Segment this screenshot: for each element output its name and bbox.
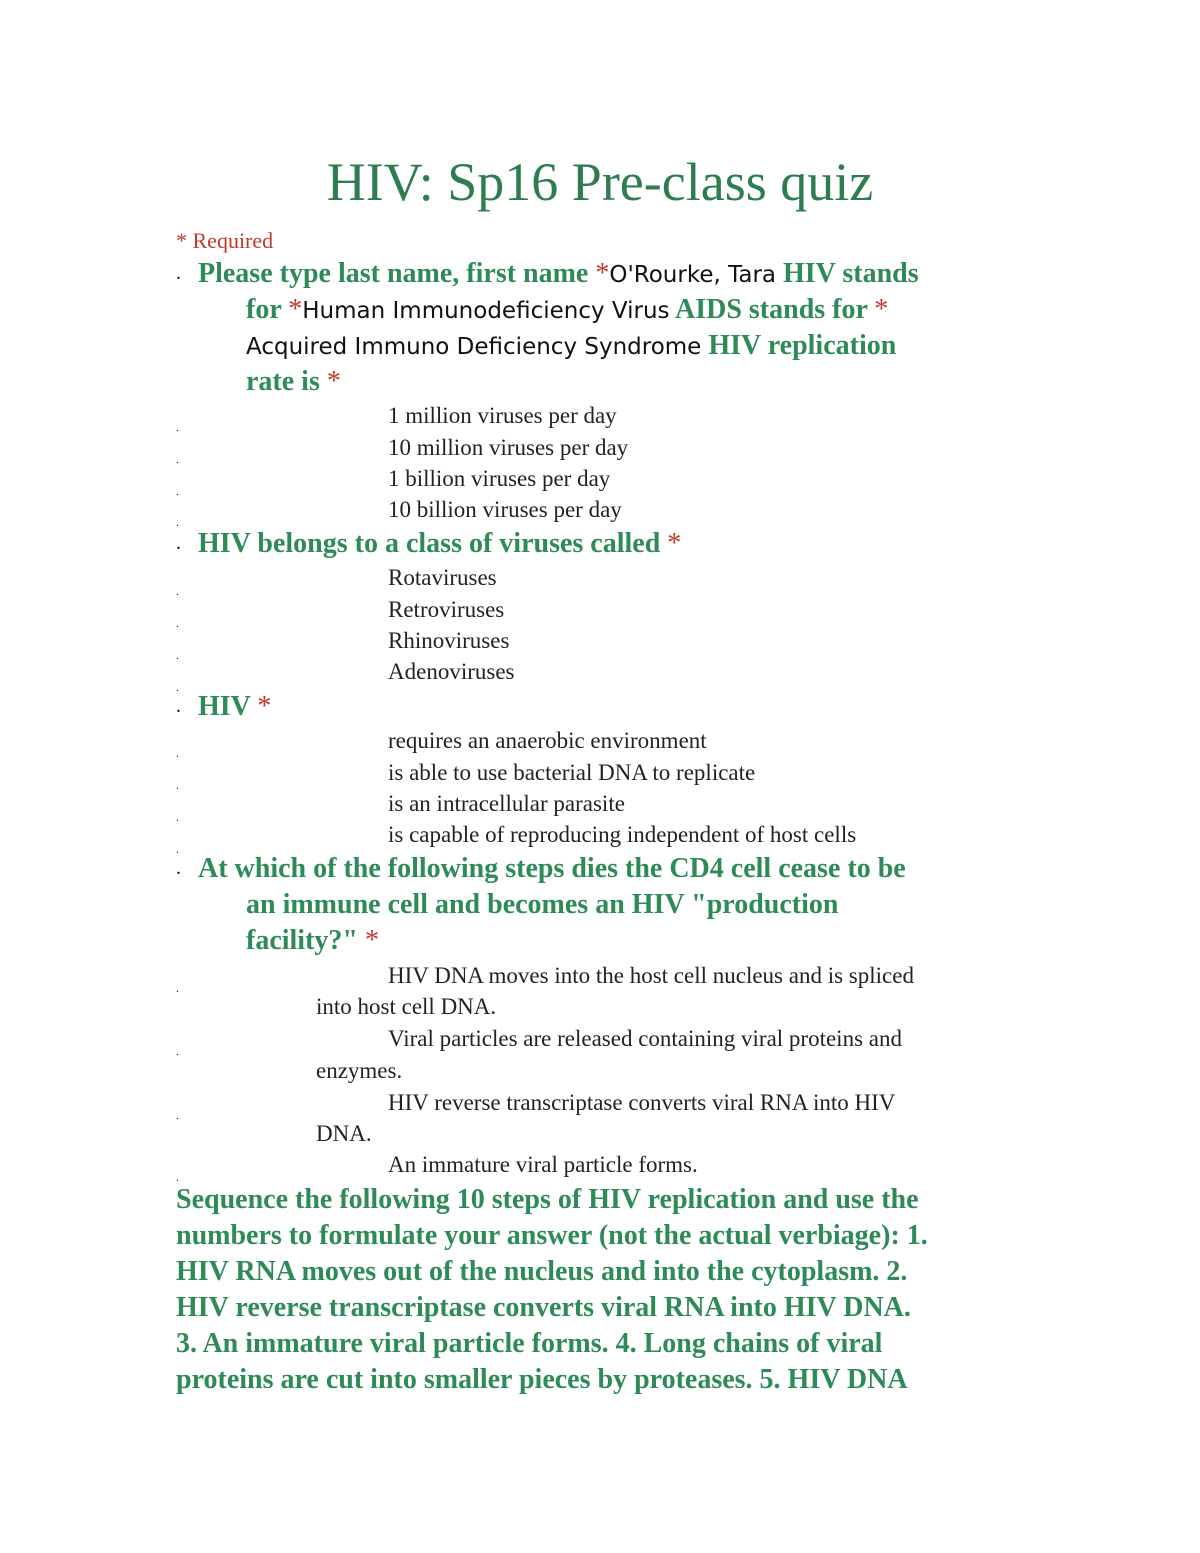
required-star: * bbox=[874, 294, 889, 325]
question-bullet: . bbox=[176, 695, 181, 717]
required-star: * bbox=[667, 528, 682, 559]
option-dot: . bbox=[176, 1044, 179, 1058]
option-dot: . bbox=[176, 452, 179, 466]
q1-line bbox=[198, 258, 919, 290]
q8-line-5: 3. An immature viral particle forms. 4. Long chains of viral bbox=[176, 1328, 883, 1359]
q8-line-6: proteins are cut into smaller pieces by proteases. 5. HIV DNA bbox=[176, 1364, 908, 1395]
q5-option-1[interactable]: Rotaviruses bbox=[388, 565, 497, 590]
q6-option-3[interactable]: is an intracellular parasite bbox=[388, 791, 625, 816]
required-note: * Required bbox=[176, 228, 274, 253]
q2-answer[interactable]: Human Immunodeficiency Virus bbox=[302, 298, 670, 324]
q1-answer[interactable]: O'Rourke, Tara bbox=[609, 262, 776, 288]
q4-label: HIV replication bbox=[708, 330, 897, 361]
q5-option-4[interactable]: Adenoviruses bbox=[388, 659, 515, 684]
q7-label-line-1: At which of the following steps dies the CD4 cell cease to be bbox=[198, 853, 906, 884]
option-dot: . bbox=[176, 515, 179, 529]
q7-label-line-2: an immune cell and becomes an HIV "production bbox=[246, 889, 839, 920]
q7-option-4[interactable]: An immature viral particle forms. bbox=[388, 1152, 698, 1177]
q7-option-1[interactable]: HIV DNA moves into the host cell nucleus and is spliced bbox=[388, 963, 914, 988]
q7-label-line-3 bbox=[246, 925, 379, 957]
q6-option-2[interactable]: is able to use bacterial DNA to replicate bbox=[388, 760, 756, 785]
q3-label: AIDS stands for bbox=[675, 294, 868, 325]
q4-option-1[interactable]: 1 million viruses per day bbox=[388, 403, 617, 428]
required-star: * bbox=[288, 294, 303, 325]
question-bullet: . bbox=[176, 857, 181, 879]
q8-line-4: HIV reverse transcriptase converts viral RNA into HIV DNA. bbox=[176, 1292, 911, 1323]
option-dot: . bbox=[176, 746, 179, 760]
q4-line bbox=[246, 366, 341, 398]
option-dot: . bbox=[176, 680, 179, 694]
q7-option-3[interactable]: HIV reverse transcriptase converts viral RNA into HIV bbox=[388, 1090, 896, 1115]
option-dot: . bbox=[176, 420, 179, 434]
q5-option-3[interactable]: Rhinoviruses bbox=[388, 628, 510, 653]
q7-option-1-cont[interactable]: into host cell DNA. bbox=[316, 994, 497, 1019]
q5-label: HIV belongs to a class of viruses called bbox=[198, 528, 661, 559]
q4-option-4[interactable]: 10 billion viruses per day bbox=[388, 497, 622, 522]
q5-line bbox=[198, 528, 681, 560]
option-dot: . bbox=[176, 842, 179, 856]
q7-option-2[interactable]: Viral particles are released containing viral proteins and bbox=[388, 1026, 902, 1051]
question-bullet: . bbox=[176, 262, 181, 284]
q6-label: HIV bbox=[198, 691, 251, 722]
option-dot: . bbox=[176, 1170, 179, 1184]
q1-label: Please type last name, first name bbox=[198, 258, 589, 289]
q2-line bbox=[246, 294, 888, 326]
q7-label-end: facility?" bbox=[246, 925, 358, 956]
q7-option-3-cont[interactable]: DNA. bbox=[316, 1121, 372, 1146]
required-star: * bbox=[326, 366, 341, 397]
question-bullet: . bbox=[176, 532, 181, 554]
q6-option-1[interactable]: requires an anaerobic environment bbox=[388, 728, 707, 753]
option-dot: . bbox=[176, 981, 179, 995]
option-dot: . bbox=[176, 778, 179, 792]
q6-option-4[interactable]: is capable of reproducing independent of host cells bbox=[388, 822, 857, 847]
option-dot: . bbox=[176, 584, 179, 598]
q2-label: HIV stands bbox=[783, 258, 919, 289]
q8-line-3: HIV RNA moves out of the nucleus and into the cytoplasm. 2. bbox=[176, 1256, 908, 1287]
q4-option-3[interactable]: 1 billion viruses per day bbox=[388, 466, 611, 491]
option-dot: . bbox=[176, 810, 179, 824]
required-star: * bbox=[257, 691, 272, 722]
q3-line bbox=[246, 330, 896, 362]
option-dot: . bbox=[176, 616, 179, 630]
option-dot: . bbox=[176, 484, 179, 498]
q4-option-2[interactable]: 10 million viruses per day bbox=[388, 435, 629, 460]
q5-option-2[interactable]: Retroviruses bbox=[388, 597, 505, 622]
option-dot: . bbox=[176, 1108, 179, 1122]
option-dot: . bbox=[176, 648, 179, 662]
required-star: * bbox=[595, 258, 610, 289]
q8-line-2: numbers to formulate your answer (not the actual verbiage): 1. bbox=[176, 1220, 928, 1251]
q6-line bbox=[198, 691, 271, 723]
q8-line-1: Sequence the following 10 steps of HIV replication and use the bbox=[176, 1184, 919, 1215]
q2-label-cont: for bbox=[246, 294, 282, 325]
q3-answer[interactable]: Acquired Immuno Deficiency Syndrome bbox=[246, 334, 702, 360]
page-title: HIV: Sp16 Pre-class quiz bbox=[326, 152, 874, 212]
q4-label-cont: rate is bbox=[246, 366, 320, 397]
required-star: * bbox=[364, 925, 379, 956]
q7-option-2-cont[interactable]: enzymes. bbox=[316, 1058, 403, 1083]
